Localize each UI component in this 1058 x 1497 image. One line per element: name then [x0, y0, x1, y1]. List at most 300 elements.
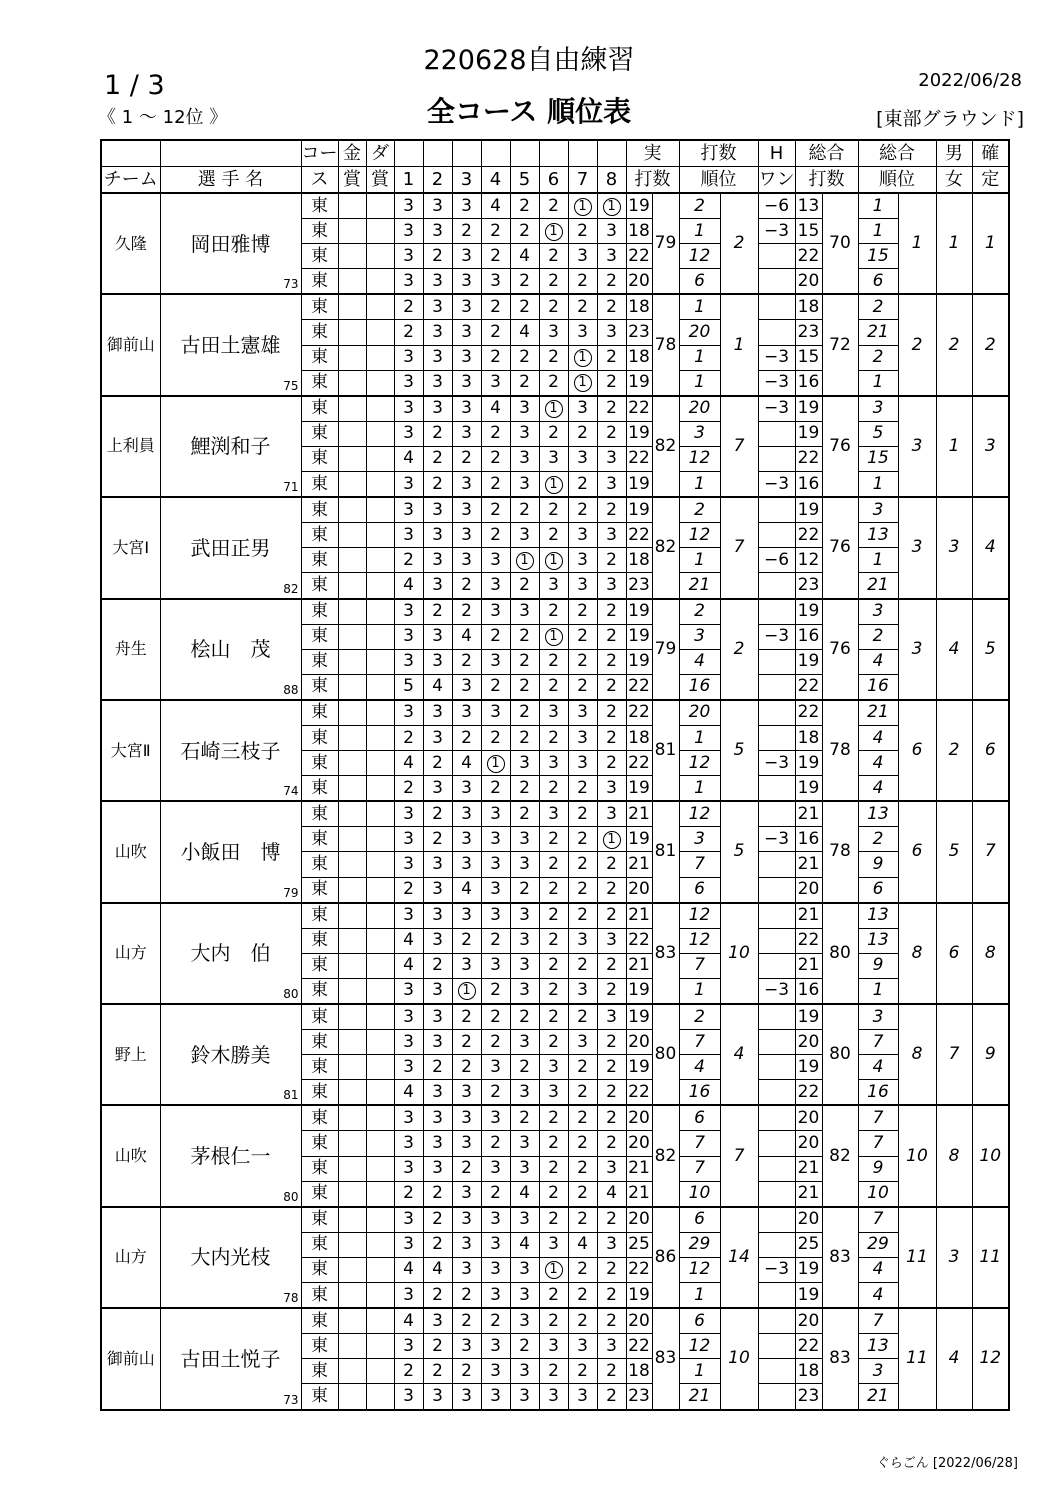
gold-prize	[338, 370, 366, 396]
course: 東	[301, 801, 338, 827]
net-total: 76	[822, 497, 858, 598]
hole-in-one-bonus	[758, 1359, 795, 1384]
round-rank: 6	[679, 269, 720, 295]
da-prize	[366, 219, 394, 244]
header-hole-in-one: ワン	[758, 167, 795, 194]
hole-score: 3	[568, 1030, 597, 1055]
hole-score: 2	[568, 1181, 597, 1207]
header-hole-top	[597, 140, 626, 167]
round-total: 22	[626, 1080, 652, 1106]
gross-rank: 5	[720, 801, 758, 902]
hole-score: 2	[481, 1181, 510, 1207]
player-name-text: 岡田雅博	[190, 231, 271, 256]
round-net-rank: 10	[858, 1181, 898, 1207]
round-rank: 7	[679, 852, 720, 877]
hole-score: 2	[568, 624, 597, 649]
hole-score: 2	[568, 852, 597, 877]
hole-in-one-bonus	[758, 877, 795, 903]
gold-prize	[338, 953, 366, 978]
gross-rank: 5	[720, 700, 758, 801]
round-rank: 3	[679, 421, 720, 446]
course: 東	[301, 446, 338, 471]
hole-in-one-bonus	[758, 1181, 795, 1207]
net-rank: 2	[898, 294, 936, 395]
hole-score: 2	[568, 219, 597, 244]
hole-score: 3	[452, 827, 481, 852]
round-total: 19	[626, 1283, 652, 1309]
round-net-rank: 5	[858, 421, 898, 446]
hole-score: 2	[597, 1105, 626, 1131]
hole-score: 2	[423, 599, 452, 625]
handicap: 81	[283, 1088, 299, 1103]
hole-score: 3	[481, 827, 510, 852]
hole-score: 2	[481, 928, 510, 953]
hole-score: 3	[510, 751, 539, 776]
hole-score: 3	[394, 523, 423, 548]
hole-score: 2	[452, 446, 481, 471]
table-row	[101, 599, 1009, 625]
hole-score: 3	[481, 1207, 510, 1233]
round-net: 21	[795, 1181, 822, 1207]
course: 東	[301, 1080, 338, 1106]
hole-in-one-bonus	[758, 573, 795, 599]
hole-score: 2	[597, 345, 626, 370]
da-prize	[366, 1105, 394, 1131]
hole-score: 2	[597, 953, 626, 978]
round-net: 18	[795, 725, 822, 750]
hole-in-one-mark: 1	[545, 476, 563, 494]
hole-score: 3	[481, 852, 510, 877]
round-rank: 12	[679, 1334, 720, 1359]
round-rank: 12	[679, 801, 720, 827]
round-net: 16	[795, 624, 822, 649]
hole-score: 2	[481, 725, 510, 750]
round-net: 19	[795, 751, 822, 776]
hole-score: 3	[452, 776, 481, 802]
course: 東	[301, 345, 338, 370]
hole-score: 2	[568, 776, 597, 802]
handicap: 75	[283, 378, 299, 393]
course: 東	[301, 1334, 338, 1359]
hole-score: 2	[597, 1257, 626, 1282]
gold-prize	[338, 548, 366, 573]
sex-rank: 7	[936, 1004, 972, 1105]
player-name	[160, 700, 301, 801]
round-net-rank: 6	[858, 269, 898, 295]
hole-in-one-bonus	[758, 599, 795, 625]
hole-score: 3	[510, 928, 539, 953]
hole-in-one-bonus: −3	[758, 624, 795, 649]
hole-score: 2	[539, 421, 568, 446]
hole-score: 3	[452, 700, 481, 726]
gold-prize	[338, 1004, 366, 1030]
hole-score: 4	[510, 1181, 539, 1207]
hole-score: 4	[423, 1257, 452, 1282]
course: 東	[301, 548, 338, 573]
final-rank: 8	[972, 903, 1009, 1004]
hole-in-one-bonus	[758, 1384, 795, 1410]
round-rank: 21	[679, 1384, 720, 1410]
round-net-rank: 3	[858, 599, 898, 625]
round-net-rank: 3	[858, 497, 898, 523]
hole-score: 2	[481, 624, 510, 649]
hole-score: 3	[510, 827, 539, 852]
hole-score: 3	[510, 1308, 539, 1334]
hole-score: 4	[568, 1232, 597, 1257]
da-prize	[366, 1080, 394, 1106]
hole-score: 3	[568, 244, 597, 269]
da-prize	[366, 370, 394, 396]
gold-prize	[338, 827, 366, 852]
hole-score: 3	[539, 573, 568, 599]
round-total: 20	[626, 1131, 652, 1156]
net-total: 83	[822, 1207, 858, 1308]
hole-score: 3	[597, 472, 626, 498]
hole-in-one-mark: 1	[516, 552, 534, 570]
hole-score: 3	[568, 725, 597, 750]
round-net: 20	[795, 877, 822, 903]
hole-score: 2	[568, 903, 597, 929]
hole-score: 3	[394, 1232, 423, 1257]
gold-prize	[338, 801, 366, 827]
hole-in-one-mark: 1	[545, 1261, 563, 1279]
hole-score: 2	[510, 1055, 539, 1080]
da-prize	[366, 472, 394, 498]
hole-score: 2	[568, 1257, 597, 1282]
table-row	[101, 294, 1009, 320]
round-rank: 6	[679, 1207, 720, 1233]
hole-score: 3	[597, 219, 626, 244]
gross-rank: 7	[720, 497, 758, 598]
hole-score: 3	[510, 472, 539, 498]
hole-score: 2	[452, 219, 481, 244]
hole-score: 2	[539, 776, 568, 802]
da-prize	[366, 801, 394, 827]
hole-score: 2	[539, 649, 568, 674]
hole-score: 3	[481, 1156, 510, 1181]
gross-rank: 4	[720, 1004, 758, 1105]
course: 東	[301, 1030, 338, 1055]
player-name	[160, 1004, 301, 1105]
hole-score: 3	[394, 599, 423, 625]
round-net: 21	[795, 1156, 822, 1181]
sex-rank: 3	[936, 1207, 972, 1308]
hole-in-one-bonus	[758, 1308, 795, 1334]
net-rank: 6	[898, 801, 936, 902]
gold-prize	[338, 776, 366, 802]
gold-prize	[338, 1156, 366, 1181]
hole-score: 3	[452, 421, 481, 446]
round-net-rank: 3	[858, 1359, 898, 1384]
course: 東	[301, 320, 338, 345]
round-total: 20	[626, 269, 652, 295]
round-net: 20	[795, 1207, 822, 1233]
hole-score: 3	[481, 1257, 510, 1282]
net-total: 82	[822, 1105, 858, 1206]
round-rank: 1	[679, 472, 720, 498]
gold-prize	[338, 219, 366, 244]
hole-score: 3	[423, 219, 452, 244]
course: 東	[301, 244, 338, 269]
course: 東	[301, 523, 338, 548]
hole-score: 2	[539, 345, 568, 370]
round-net-rank: 4	[858, 1055, 898, 1080]
hole-score: 3	[423, 396, 452, 422]
hole-score: 3	[452, 801, 481, 827]
hole-score: 2	[568, 827, 597, 852]
header-gross: 打数	[626, 167, 679, 194]
course: 東	[301, 1232, 338, 1257]
course: 東	[301, 573, 338, 599]
hole-score: 3	[510, 1359, 539, 1384]
sex-rank: 4	[936, 1308, 972, 1409]
round-net-rank: 7	[858, 1030, 898, 1055]
net-rank: 3	[898, 497, 936, 598]
handicap: 74	[283, 784, 299, 799]
hole-score: 3	[452, 396, 481, 422]
gold-prize	[338, 852, 366, 877]
hole-score: 3	[481, 700, 510, 726]
round-net: 19	[795, 776, 822, 802]
hole-score: 3	[394, 219, 423, 244]
round-rank: 7	[679, 1131, 720, 1156]
hole-score: 2	[481, 294, 510, 320]
player-name	[160, 903, 301, 1004]
hole-in-one-bonus	[758, 1207, 795, 1233]
hole-score: 3	[452, 852, 481, 877]
team-name: 山方	[101, 903, 160, 1004]
hole-score: 2	[539, 193, 568, 219]
player-name	[160, 1105, 301, 1206]
hole-score: 2	[423, 1334, 452, 1359]
round-net: 20	[795, 1105, 822, 1131]
hole-score: 3	[423, 345, 452, 370]
hole-in-one-bonus	[758, 1334, 795, 1359]
hole-score: 3	[510, 599, 539, 625]
header-da-top: ダ	[366, 140, 394, 167]
hole-in-one-bonus	[758, 953, 795, 978]
gold-prize	[338, 320, 366, 345]
gold-prize	[338, 649, 366, 674]
round-net-rank: 2	[858, 827, 898, 852]
sex-rank: 6	[936, 903, 972, 1004]
handicap: 73	[283, 1392, 299, 1407]
hole-score: 3	[423, 725, 452, 750]
hole-score: 3	[394, 1105, 423, 1131]
hole-score: 3	[510, 953, 539, 978]
hole-score: 2	[597, 649, 626, 674]
hole-score: 2	[539, 1207, 568, 1233]
handicap: 80	[283, 1189, 299, 1204]
hole-score: 3	[423, 269, 452, 295]
round-net-rank: 4	[858, 725, 898, 750]
player-name-text: 茅根仁一	[190, 1144, 271, 1169]
net-total: 72	[822, 294, 858, 395]
table-row	[101, 1207, 1009, 1233]
table-row	[101, 1308, 1009, 1334]
hole-score: 3	[452, 193, 481, 219]
player-name	[160, 801, 301, 902]
hole-score: 3	[423, 877, 452, 903]
hole-score: 3	[539, 700, 568, 726]
course: 東	[301, 1181, 338, 1207]
final-rank: 3	[972, 396, 1009, 497]
da-prize	[366, 649, 394, 674]
course: 東	[301, 599, 338, 625]
round-net-rank: 4	[858, 649, 898, 674]
hole-score: 2	[452, 1308, 481, 1334]
da-prize	[366, 1004, 394, 1030]
round-net: 19	[795, 1004, 822, 1030]
round-total: 20	[626, 1308, 652, 1334]
hole-score: 4	[510, 244, 539, 269]
hole-score: 2	[568, 497, 597, 523]
gross-total: 82	[652, 396, 679, 497]
hole-score: 3	[481, 649, 510, 674]
round-rank: 1	[679, 345, 720, 370]
hole-score: 2	[597, 1080, 626, 1106]
round-rank: 12	[679, 446, 720, 471]
final-rank: 6	[972, 700, 1009, 801]
hole-in-one-bonus	[758, 674, 795, 700]
hole-score: 2	[394, 294, 423, 320]
hole-score: 3	[510, 1156, 539, 1181]
hole-score: 2	[510, 573, 539, 599]
hole-in-one-mark: 1	[545, 223, 563, 241]
hole-score	[539, 1257, 568, 1282]
hole-score: 3	[568, 320, 597, 345]
player-name	[160, 599, 301, 700]
hole-score: 3	[510, 1030, 539, 1055]
hole-score: 3	[539, 1080, 568, 1106]
da-prize	[366, 978, 394, 1004]
round-net-rank: 7	[858, 1105, 898, 1131]
hole-score: 3	[394, 827, 423, 852]
hole-score: 2	[510, 219, 539, 244]
round-total: 19	[626, 472, 652, 498]
gold-prize	[338, 928, 366, 953]
hole-score: 3	[452, 523, 481, 548]
round-net: 20	[795, 269, 822, 295]
net-rank: 3	[898, 599, 936, 700]
hole-score: 2	[510, 700, 539, 726]
round-rank: 2	[679, 599, 720, 625]
hole-score: 2	[481, 1030, 510, 1055]
round-rank: 20	[679, 320, 720, 345]
gold-prize	[338, 978, 366, 1004]
hole-score: 3	[597, 523, 626, 548]
hole-in-one-mark: 1	[574, 198, 592, 216]
header-da: 賞	[366, 167, 394, 194]
hole-score: 2	[539, 1105, 568, 1131]
header-net-top: 総合	[795, 140, 858, 167]
hole-score: 3	[597, 446, 626, 471]
hole-score: 3	[510, 1080, 539, 1106]
hole-score: 3	[452, 294, 481, 320]
hole-score: 2	[568, 269, 597, 295]
hole-score: 3	[452, 548, 481, 573]
handicap: 88	[283, 682, 299, 697]
round-net: 22	[795, 244, 822, 269]
header-net-rank: 順位	[858, 167, 936, 194]
hole-in-one-bonus: −3	[758, 978, 795, 1004]
hole-score: 3	[597, 244, 626, 269]
hole-score: 3	[423, 497, 452, 523]
course: 東	[301, 1384, 338, 1410]
hole-score: 2	[423, 801, 452, 827]
round-net: 19	[795, 396, 822, 422]
hole-score: 3	[423, 1384, 452, 1410]
hole-score: 3	[423, 1156, 452, 1181]
hole-score: 2	[423, 421, 452, 446]
hole-score: 3	[481, 1105, 510, 1131]
player-name-text: 大内光枝	[190, 1245, 271, 1270]
hole-score: 3	[452, 1105, 481, 1131]
hole-score: 3	[539, 1232, 568, 1257]
hole-score: 2	[394, 725, 423, 750]
round-rank: 1	[679, 1359, 720, 1384]
hole-score: 4	[510, 1232, 539, 1257]
hole-score: 3	[394, 624, 423, 649]
round-rank: 4	[679, 649, 720, 674]
gross-rank: 7	[720, 1105, 758, 1206]
round-rank: 1	[679, 776, 720, 802]
round-net: 18	[795, 1359, 822, 1384]
net-total: 70	[822, 193, 858, 294]
final-rank: 5	[972, 599, 1009, 700]
round-net-rank: 3	[858, 1004, 898, 1030]
hole-score: 2	[597, 497, 626, 523]
round-total: 19	[626, 978, 652, 1004]
hole-score: 3	[568, 978, 597, 1004]
sex-rank: 1	[936, 396, 972, 497]
round-total: 21	[626, 1156, 652, 1181]
net-rank: 10	[898, 1105, 936, 1206]
hole-score: 2	[539, 725, 568, 750]
round-net: 16	[795, 472, 822, 498]
team-name: 久隆	[101, 193, 160, 294]
team-name: 山吹	[101, 801, 160, 902]
round-net-rank: 16	[858, 674, 898, 700]
round-total: 18	[626, 548, 652, 573]
hole-score: 2	[481, 1308, 510, 1334]
hole-score: 2	[394, 1181, 423, 1207]
course: 東	[301, 1055, 338, 1080]
course: 東	[301, 370, 338, 396]
final-rank: 2	[972, 294, 1009, 395]
hole-score: 2	[452, 599, 481, 625]
header-course-top: コー	[301, 140, 338, 167]
hole-score: 2	[597, 1055, 626, 1080]
hole-score: 3	[394, 801, 423, 827]
hole-score: 3	[423, 1080, 452, 1106]
hole-score: 3	[452, 674, 481, 700]
hole-in-one-mark: 1	[545, 628, 563, 646]
hole-score: 2	[597, 852, 626, 877]
hole-score: 3	[394, 1283, 423, 1309]
round-rank: 7	[679, 953, 720, 978]
round-net-rank: 21	[858, 1384, 898, 1410]
da-prize	[366, 827, 394, 852]
hole-score: 3	[423, 903, 452, 929]
hole-score: 3	[568, 751, 597, 776]
hole-score: 3	[510, 852, 539, 877]
hole-score: 2	[597, 370, 626, 396]
hole-in-one-bonus	[758, 928, 795, 953]
hole-score: 2	[452, 573, 481, 599]
da-prize	[366, 953, 394, 978]
da-prize	[366, 396, 394, 422]
